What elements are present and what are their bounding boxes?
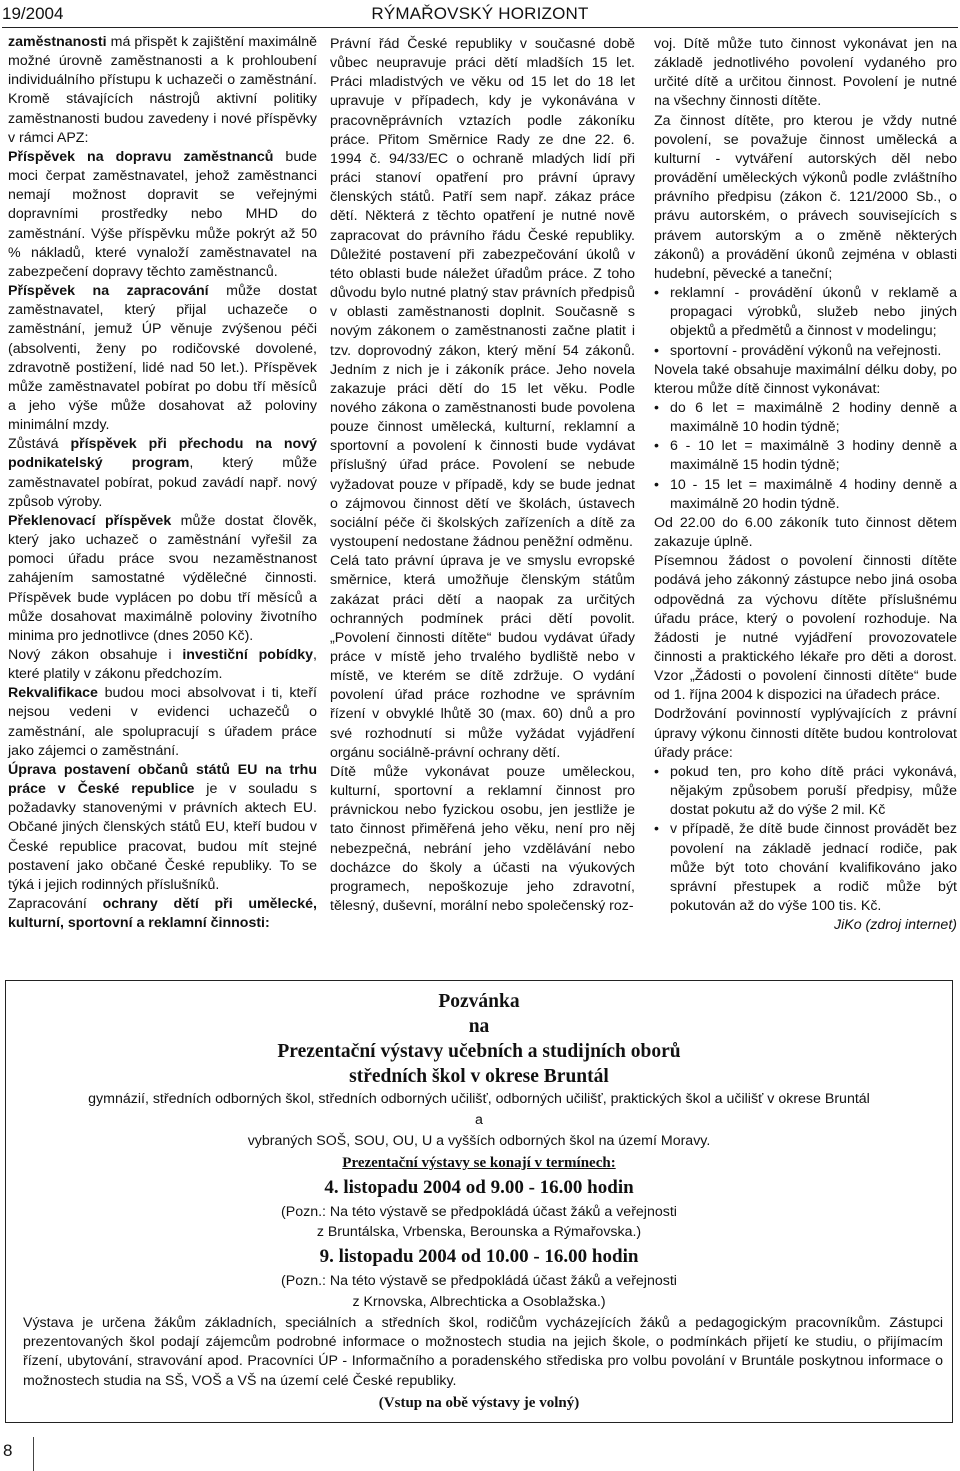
invitation-subtitle: Prezentační výstavy učebních a studijních oborů: [277, 1041, 681, 1062]
paragraph-text: Zůstává: [8, 436, 71, 453]
paragraph: [8, 646, 317, 684]
bullet-text: do 6 let = maximálně 2 hodiny denně a maximálně 10 hodin týdně;: [670, 399, 957, 436]
paragraph-text: budou moci absolvovat i ti, kteří nejsou vedeni v evidenci uchazečů o zaměstnání, ale spolupracují s úřadem práce jako zájemci o zaměstnání.: [8, 685, 317, 759]
bullet-icon: •: [654, 763, 659, 780]
invitation-box: [5, 980, 953, 1423]
bullet-item: [654, 437, 957, 475]
bullet-icon: •: [654, 821, 659, 838]
bullet-text: v případě, že dítě bude činnost provádět bez povolení na základě jednací rodiče, pak může být toto chování kvalifikováno jako správní přestupek a rodič může být pokutován až do výše 100 tis. Kč.: [670, 821, 957, 915]
paragraph: [8, 33, 317, 148]
paragraph: voj. Dítě může tuto činnost vykonávat jen na základě jednotlivého povolení vydaného pro určité dítě a určitou činnost. Povolení je nutné na všechny činnosti dítěte.: [654, 36, 957, 110]
invitation-subtitle-2: středních škol v okrese Bruntál: [349, 1066, 609, 1087]
bold-lead: zaměstnanosti: [8, 34, 107, 50]
page-divider: [33, 1437, 34, 1471]
schools-list-2: vybraných SOŠ, SOU, OU, U a vyšších odborných škol na území Moravy.: [247, 1133, 711, 1149]
paragraph: [8, 512, 317, 646]
bold-lead: Příspěvek na dopravu zaměstnanců: [8, 148, 274, 165]
paragraph-text: Zapracování: [8, 896, 103, 913]
page-number: 8: [3, 1441, 13, 1460]
free-entry: (Vstup na obě výstavy je volný): [378, 1395, 580, 1411]
paragraph: [8, 282, 317, 435]
signature: JiKo (zdroj internet): [833, 917, 957, 934]
paragraph: Novela také obsahuje maximální délku doby, po kterou může dítě činnost vykonávat:: [654, 361, 957, 397]
page-header: [2, 3, 958, 28]
date-2: 9. listopadu 2004 od 10.00 - 16.00 hodin: [319, 1246, 639, 1267]
paragraph-text: má přispět k zajištění maximálně možné úrovně zaměstnanosti a k prohloubení individuálního přístupu k uchazeči o zaměstnání. Kromě stávajících nástrojů aktivní politiky zaměstnanosti budou zavedeny i nové příspěvky v rámci APZ:: [8, 34, 317, 146]
paragraph: Dodržování povinností vyplývajících z právní úpravy výkonu činnosti dítěte budou kontrolovat úřady práce:: [654, 706, 957, 761]
paragraph: [8, 684, 317, 761]
column-1: [8, 33, 317, 933]
bold-lead: Překlenovací příspěvek: [8, 512, 172, 529]
bold-lead: příspěvek při přechodu na nový podnikatelský program: [8, 436, 317, 472]
invitation-paragraph: Výstava je určena žákům základních, speciálních a středních škol, rodičům vycházejících žáků a pedagogickým pracovníkům. Zástupci prezentovaných škol podají zájemcům podrobné informace o možnostech studia na jejich škole, o podmínkách přijetí ke studiu, o přijímacím řízení, ubytování, stravování apod. Pracovníci ÚP - Informačního a poradenského střediska pro volbu povolání v Bruntále poskytnou informace o možnostech studia na SŠ, VOŠ a VŠ na území celé České republiky.: [23, 1315, 943, 1389]
bullet-icon: •: [654, 399, 659, 416]
bullet-text: reklamní - provádění úkonů v reklamě a propagaci výrobků, služeb nebo jiných objektů a předmětů a činnost v modelingu;: [670, 285, 957, 340]
bold-lead: Úprava postavení občanů států EU na trhu práce v České republice: [8, 761, 317, 798]
bullet-item: [654, 763, 957, 820]
paragraph-text: , které platily v zákonu předchozím.: [8, 647, 317, 683]
note-2b: z Krnovska, Albrechticka a Osoblažska.): [352, 1294, 606, 1310]
paragraph-text: může dostat zaměstnavatel, který přijal uchazeče o zaměstnání, jemuž ÚP věnuje zvýšenou péči (absolventi, ženy po rodičovské dovolené, zdravotně postižení, lidé nad 50 let.). Příspěvek může zaměstnavatel pobírat po dobu tří měsíců a jeho výše může dosahovat až poloviny minimální mzdy.: [8, 283, 317, 434]
bullet-item: [654, 342, 957, 361]
issue-number: 19/2004: [2, 4, 64, 23]
paragraph: Od 22.00 do 6.00 zákoník tuto činnost dětem zakazuje úplně.: [654, 514, 957, 551]
paragraph: Právní řád České republiky v současné době vůbec neupravuje práci dětí mladších 15 let. Práci mladistvých ve věku od 15 let do 18 let upravuje v případech, kdy je vykonávána v pracovněprávních vztazích podle zákoníku práce. Přitom Směrnice Rady ze dne 22. 6. 1994 č. 94/33/EC o ochraně mladých lidí při práci stanoví opatření pro právní úpravy členských států. Patří sem např. zákaz práce dětí. Některá z těchto opatření je nutné nově zapracovat do právního řádu České republiky. Důležité postavení při zabezpečování úkolů v této oblasti bude náležet úřadům práce. Z toho důvodu bylo nutné platný stav právních předpisů v oblasti zaměstnanosti doplnit. Současně s novým zákonem o zaměstnanosti začne platit i tzv. doprovodný zákon, který mění 54 zákonů. Jedním z nich je i zákoník práce. Jeho novela zakazuje práci dětí do 15 let věku. Podle nového zákona o zaměstnanosti bude povolena pouze činnost umělecká, kulturní, reklamní a sportovní a povolení k činnosti bude vydávat příslušný úřad práce. Povolení se nebude vyžadovat pouze v případě, kdy se bude jednat o zájmovou činnost dětí ve školách, ústavech sociální péče či školských zařízeních a dítě za vystoupení nedostane žádnou peněžní odměnu.: [330, 36, 635, 551]
paragraph-text: může dostat člověk, který jako uchazeč o zaměstnání vyřešil za pomoci úřadu práce svou nezaměstnanost zahájením samostatné výdělečné činnosti. Příspěvek bude vyplácen po dobu tří měsíců a může dosahovat maximálně poloviny životního minima pro jednotlivce (dnes 2050 Kč).: [8, 512, 317, 644]
paragraph: [8, 148, 317, 282]
paragraph: Dítě může vykonávat pouze uměleckou, kulturní, sportovní a reklamní činnost pro právnickou nebo fyzickou osobu, jen jestliže je tato činnost přiměřená jeho věku, není pro něj nebezpečná, nebrání jeho vzdělávání nebo docházce do školy a účasti na výukových programech, nepoškozuje jeho zdravotní, tělesný, duševní, morální nebo společenský roz-: [330, 763, 635, 915]
schools-and: a: [475, 1112, 483, 1128]
bullet-icon: •: [654, 476, 659, 493]
invitation-title-na: na: [468, 1016, 490, 1037]
newspaper-title: RÝMAŘOVSKÝ HORIZONT: [371, 4, 589, 23]
bullet-text: sportovní - provádění výkonů na veřejnosti.: [670, 342, 942, 359]
bullet-icon: •: [654, 342, 659, 359]
note-1b: z Bruntálska, Vrbenska, Berounska a Rýmařovska.): [316, 1224, 642, 1240]
column-3: [654, 35, 957, 935]
signature-line: [654, 916, 957, 935]
paragraph: [8, 895, 317, 933]
paragraph: [8, 435, 317, 512]
bullet-item: [654, 820, 957, 916]
paragraph: Písemnou žádost o povolení činnosti dítěte podává jeho zákonný zástupce nebo jiná osoba odpovědná za výchovu dítěte příslušnému úřadu práce, který o povolení rozhoduje. Na žádosti je nutné vyjádření provozovatele činnosti a praktického lékaře pro děti a dorost. Vzor „Žádosti o povolení činnosti dítěte“ bude od 1. října 2004 k dispozici na úřadech práce.: [654, 553, 957, 704]
paragraph: [8, 761, 317, 895]
invitation-title: Pozvánka: [438, 991, 520, 1012]
paragraph-text: bude moci čerpat zaměstnavatel, jehož zaměstnanci nemají možnost dopravit se veřejnými dopravními prostředky nebo MHD do zaměstnání. Výše příspěvku může pokrýt až 50 % nákladů, které vynaloží zaměstnavatel na zabezpečení dopravy těchto zaměstnanců.: [8, 148, 317, 280]
bullet-icon: •: [654, 285, 659, 302]
bullet-item: [654, 476, 957, 514]
paragraph-text: je v souladu s požadavky stanovenými v právních aktech EU. Občané jiných členských států EU, kteří budou v České republice pracovat, budou mít stejné postavení jako občané České republiky. To se týká i jejich rodinných příslušníků.: [8, 781, 317, 893]
bullet-item: [654, 399, 957, 437]
paragraph-text: Nový zákon obsahuje i: [8, 647, 183, 663]
dates-heading: Prezentační výstavy se konají v termínech:: [342, 1155, 616, 1171]
bullet-text: 6 - 10 let = maximálně 3 hodiny denně a maximálně 15 hodin týdně;: [670, 438, 957, 474]
bold-lead: Rekvalifikace: [8, 685, 98, 702]
bullet-icon: •: [654, 438, 659, 455]
date-1: 4. listopadu 2004 od 9.00 - 16.00 hodin: [324, 1177, 634, 1198]
bold-lead: ochrany dětí při umělecké, kulturní, sportovní a reklamní činnosti:: [8, 896, 317, 932]
paragraph: Za činnost dítěte, pro kterou je vždy nutné povolení, se považuje činnost umělecká a kulturní - vytváření autorských děl nebo provádění uměleckých výkonů podle zvláštního právního předpisu (zákon č. 121/2000 Sb., o právu autorském, o právech souvisejících s právem autorským a o změně některých zákonů) a provádění úkonů zejména v oblasti hudební, pěvecké a taneční;: [654, 112, 957, 282]
note-1a: (Pozn.: Na této výstavě se předpokládá účast žáků a veřejnosti: [281, 1204, 677, 1220]
schools-list: gymnázií, středních odborných škol, středních odborných učilišť, odborných učilišť, praktických škol a učilišť v okrese Bruntál: [88, 1091, 870, 1107]
bullet-item: [654, 284, 957, 341]
paragraph: Celá tato právní úprava je ve smyslu evropské směrnice, která umožňuje členským státům zakázat práci dětí a naopak za určitých ochranných podmínek práci dětí povolit. „Povolení činnosti dítěte“ budou vydávat úřady práce v místě jeho trvalého bydliště nebo v místě, ve kterém se dítě zdržuje. O vydání povolení úřad práce rozhodne ve správním řízení v obvyklé lhůtě 30 (max. 60) dnů a pro své rozhodnutí si může vyžádat vyjádření orgánu sociálně-právní ochrany dětí.: [330, 553, 635, 761]
bold-lead: investiční pobídky: [182, 647, 314, 663]
bullet-text: 10 - 15 let = maximálně 4 hodiny denně a maximálně 20 hodin týdně.: [670, 476, 957, 512]
bold-lead: Příspěvek na zapracování: [8, 283, 209, 300]
bullet-text: pokud ten, pro koho dítě práci vykonává, nějakým způsobem poruší předpisy, může dostat pokutu až do výše 2 mil. Kč: [670, 763, 957, 819]
paragraph-text: , který může zaměstnavatel pobírat, pokud zavádí např. nový způsob výroby.: [8, 455, 317, 510]
note-2a: (Pozn.: Na této výstavě se předpokládá účast žáků a veřejnosti: [281, 1273, 677, 1289]
column-2: [330, 35, 635, 916]
